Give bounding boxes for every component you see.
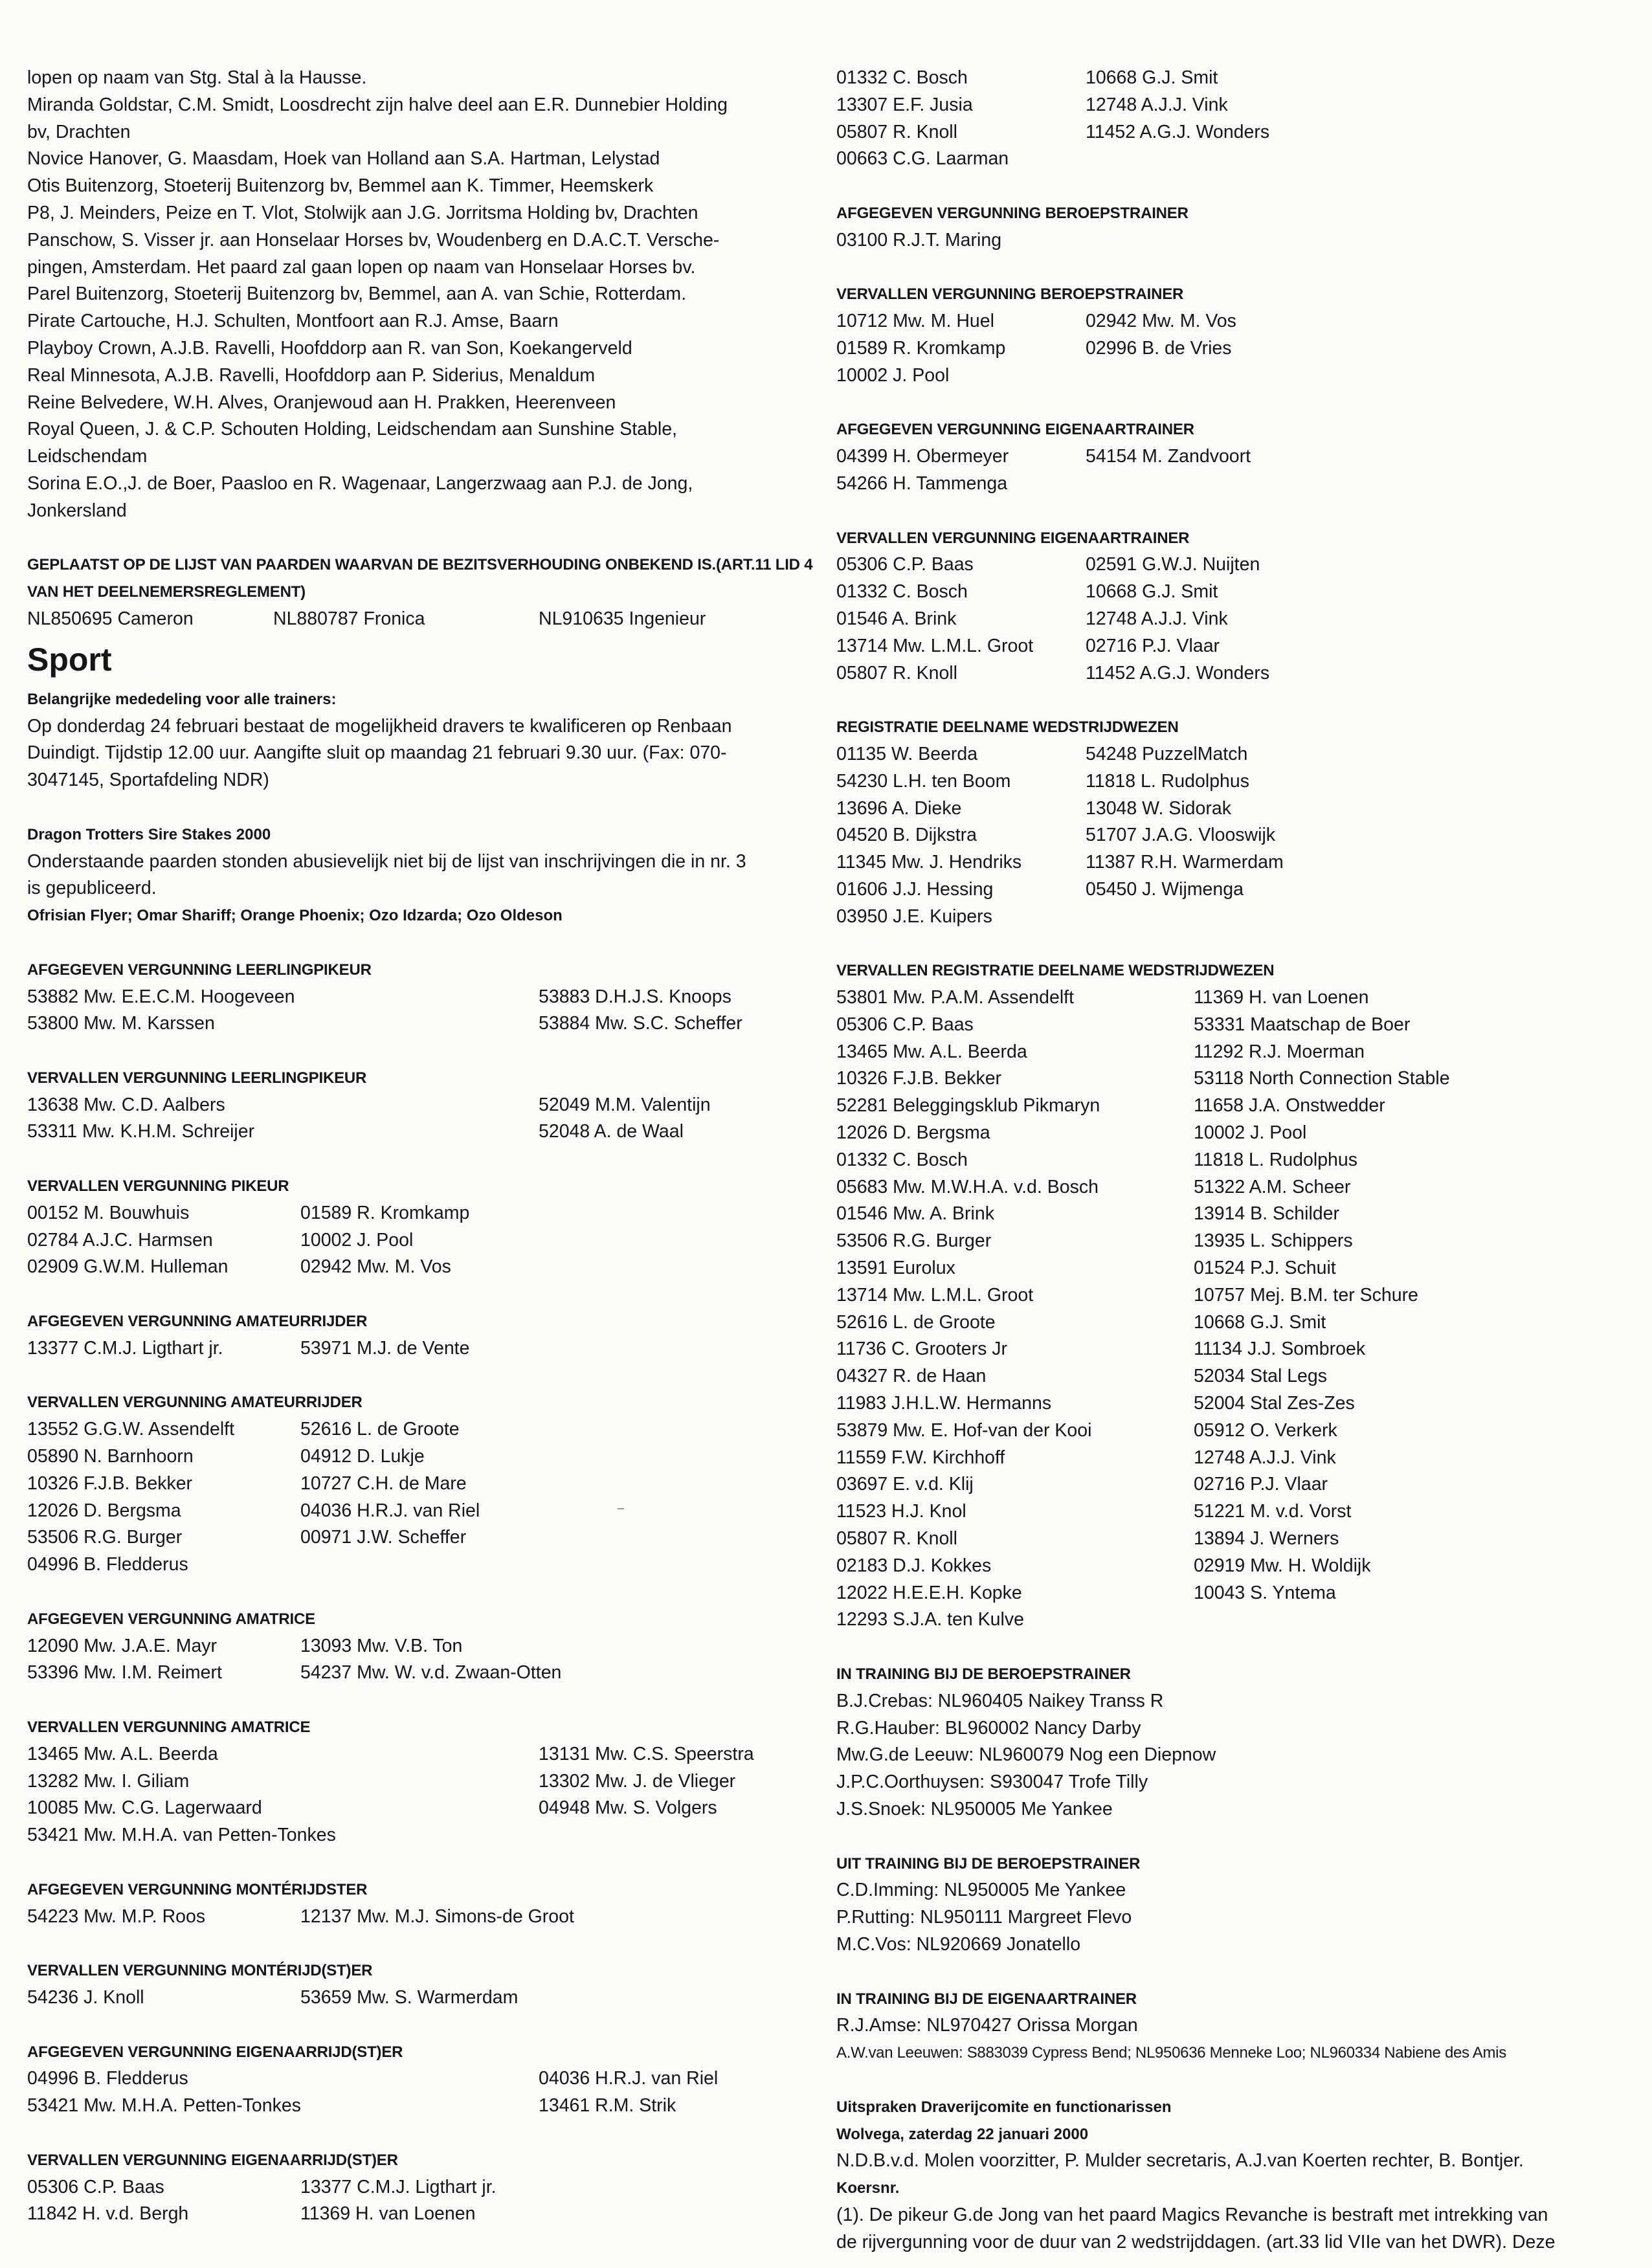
license-sections-right bbox=[836, 173, 1633, 1634]
list-item: 05306 C.P. Baas bbox=[27, 2176, 164, 2197]
spacer bbox=[27, 1849, 791, 1876]
section-heading: VERVALLEN VERGUNNING EIGENAARRIJD(ST)ER bbox=[27, 2151, 398, 2169]
list-item: 13714 Mw. L.M.L. Groot bbox=[836, 635, 1034, 656]
list-item: 53971 M.J. de Vente bbox=[300, 1337, 470, 1359]
list-item: 52616 L. de Groote bbox=[836, 1311, 996, 1333]
list-item: 10668 G.J. Smit bbox=[1086, 67, 1218, 88]
section-list bbox=[836, 227, 1633, 254]
text-line: (1). De pikeur G.de Jong van het paard Magics Revanche is bestraft met intrekking van bbox=[836, 2204, 1548, 2225]
list-item: 54223 Mw. M.P. Roos bbox=[27, 1906, 206, 1927]
list-item: 54154 M. Zandvoort bbox=[1086, 446, 1251, 467]
section-list bbox=[27, 1416, 791, 1579]
list-item: 52004 Stal Zes-Zes bbox=[1194, 1393, 1355, 1414]
section-heading: VERVALLEN VERGUNNING BEROEPSTRAINER bbox=[836, 285, 1184, 304]
uitspraken-text bbox=[836, 2148, 1633, 2175]
spacer bbox=[836, 687, 1633, 714]
list-item: 13282 Mw. I. Giliam bbox=[27, 1770, 190, 1792]
list-item: 12748 A.J.J. Vink bbox=[1086, 608, 1228, 629]
section-list bbox=[27, 1335, 791, 1362]
list-item: 13914 B. Schilder bbox=[1194, 1203, 1339, 1225]
list-item: 52048 A. de Waal bbox=[539, 1121, 684, 1142]
list-item: 01135 W. Beerda bbox=[836, 743, 978, 764]
list-item: 51322 A.M. Scheer bbox=[1194, 1176, 1351, 1197]
section-heading: AFGEGEVEN VERGUNNING LEERLINGPIKEUR bbox=[27, 961, 372, 979]
list-item bbox=[539, 1822, 791, 1849]
list-item: 04036 H.R.J. van Riel bbox=[300, 1500, 480, 1521]
list-item: 12137 Mw. M.J. Simons-de Groot bbox=[300, 1906, 574, 1927]
list-item: 13302 Mw. J. de Vlieger bbox=[539, 1770, 736, 1792]
list-item bbox=[1086, 227, 1633, 254]
list-item bbox=[1086, 362, 1633, 390]
spacer bbox=[27, 1038, 791, 1065]
list-item: 11452 A.G.J. Wonders bbox=[1086, 662, 1270, 684]
list-item bbox=[1086, 904, 1633, 931]
sire-stakes-horses: Ofrisian Flyer; Omar Shariff; Orange Phoenix; Ozo Idzarda; Ozo Oldeson bbox=[27, 907, 563, 925]
list-item: 53506 R.G. Burger bbox=[27, 1527, 183, 1548]
section-list bbox=[27, 1092, 791, 1146]
section-heading: REGISTRATIE DEELNAME WEDSTRIJDWEZEN bbox=[836, 718, 1179, 737]
list-item: 04399 H. Obermeyer bbox=[836, 446, 1009, 467]
text-line: P8, J. Meinders, Peize en T. Vlot, Stolwijk aan J.G. Jorritsma Holding bv, Drachten bbox=[27, 202, 698, 223]
list-item: 04327 R. de Haan bbox=[836, 1366, 987, 1387]
list-item: 03950 J.E. Kuipers bbox=[836, 906, 992, 927]
list-item: 11842 H. v.d. Bergh bbox=[27, 2203, 189, 2225]
list-item: 10002 J. Pool bbox=[1194, 1122, 1307, 1144]
continued-list bbox=[836, 65, 1633, 173]
in-training-eigenaar-long-line: A.W.van Leeuwen: S883039 Cypress Bend; NL950636 Menneke Loo; NL960334 Nabiene des Amis bbox=[836, 2044, 1506, 2062]
text-line: Sorina E.O.,J. de Boer, Paasloo en R. Wagenaar, Langerzwaag aan P.J. de Jong, bbox=[27, 472, 693, 494]
list-item: 53396 Mw. I.M. Reimert bbox=[27, 1662, 222, 1684]
list-item bbox=[1086, 471, 1633, 498]
list-item: 13048 W. Sidorak bbox=[1086, 797, 1231, 819]
spacer bbox=[836, 498, 1633, 525]
in-training-eigenaar-list bbox=[836, 2012, 1633, 2040]
list-item: 12026 D. Bergsma bbox=[836, 1122, 990, 1144]
section-title-sport: Sport bbox=[27, 641, 112, 678]
section-heading: AFGEGEVEN VERGUNNING AMATEURRIJDER bbox=[27, 1313, 368, 1331]
text-line: Parel Buitenzorg, Stoeterij Buitenzorg bv, Bemmel, aan A. van Schie, Rotterdam. bbox=[27, 284, 687, 305]
list-item: 02591 G.W.J. Nuijten bbox=[1086, 554, 1260, 575]
in-training-eigenaar-heading: IN TRAINING BIJ DE EIGENAARTRAINER bbox=[836, 1990, 1137, 2008]
text-line: Pirate Cartouche, H.J. Schulten, Montfoort aan R.J. Amse, Baarn bbox=[27, 311, 559, 332]
list-item: 53421 Mw. M.H.A. Petten-Tonkes bbox=[27, 2095, 301, 2117]
list-item: 00152 M. Bouwhuis bbox=[27, 1202, 190, 1223]
text-line: Playboy Crown, A.J.B. Ravelli, Hoofddorp aan R. van Son, Koekangerveld bbox=[27, 337, 632, 359]
list-item: 02942 Mw. M. Vos bbox=[1086, 311, 1236, 332]
text-line: J.P.C.Oorthuysen: S930047 Trofe Tilly bbox=[836, 1772, 1148, 1793]
sire-stakes-text bbox=[27, 849, 791, 903]
list-item: 52049 M.M. Valentijn bbox=[539, 1094, 711, 1115]
text-line: is gepubliceerd. bbox=[27, 878, 157, 899]
list-item: 10668 G.J. Smit bbox=[1194, 1311, 1326, 1333]
list-item: 04996 B. Fledderus bbox=[27, 2068, 188, 2089]
list-item: 04948 Mw. S. Volgers bbox=[539, 1797, 717, 1819]
section-list bbox=[27, 1984, 791, 2012]
list-item: 10326 F.J.B. Bekker bbox=[836, 1068, 1002, 1089]
text-line: Op donderdag 24 februari bestaat de mogelijkheid dravers te kwalificeren op Renbaan bbox=[27, 715, 732, 737]
list-item: 53311 Mw. K.H.M. Schreijer bbox=[27, 1121, 255, 1142]
list-item: 11983 J.H.L.W. Hermanns bbox=[836, 1393, 1052, 1414]
list-item: 02919 Mw. H. Woldijk bbox=[1194, 1555, 1371, 1576]
list-item: 53421 Mw. M.H.A. van Petten-Tonkes bbox=[27, 1825, 336, 1846]
text-line: de rijvergunning voor de duur van 2 wedstrijddagen. (art.33 lid VIIe van het DWR). Deze bbox=[836, 2231, 1556, 2252]
list-item: 53882 Mw. E.E.C.M. Hoogeveen bbox=[27, 986, 295, 1007]
text-line: P.Rutting: NL950111 Margreet Flevo bbox=[836, 1907, 1132, 1928]
sire-stakes-heading: Dragon Trotters Sire Stakes 2000 bbox=[27, 825, 271, 843]
section-list bbox=[27, 1633, 791, 1687]
text-line: Jonkersland bbox=[27, 500, 127, 521]
list-item: 13465 Mw. A.L. Beerda bbox=[836, 1041, 1027, 1062]
section-heading: VERVALLEN VERGUNNING LEERLINGPIKEUR bbox=[27, 1069, 367, 1087]
section-list bbox=[27, 1904, 791, 1931]
spacer bbox=[27, 929, 791, 957]
spacer bbox=[27, 1362, 791, 1390]
list-item: 13377 C.M.J. Ligthart jr. bbox=[27, 1337, 223, 1359]
text-line: pingen, Amsterdam. Het paard zal gaan lopen op naam van Honselaar Horses bv. bbox=[27, 256, 696, 278]
text-line: C.D.Imming: NL950005 Me Yankee bbox=[836, 1880, 1126, 1901]
section-heading: AFGEGEVEN VERGUNNING BEROEPSTRAINER bbox=[836, 204, 1189, 222]
uitspraken-heading: Uitspraken Draverijcomite en functionarissen bbox=[836, 2098, 1172, 2116]
uitspraken-ruling bbox=[836, 2202, 1633, 2256]
list-item: 02996 B. de Vries bbox=[1086, 337, 1232, 359]
list-item: 13935 L. Schippers bbox=[1194, 1230, 1353, 1252]
list-item: NL850695 Cameron bbox=[27, 608, 194, 629]
list-item: 13638 Mw. C.D. Aalbers bbox=[27, 1094, 225, 1115]
text-line: Onderstaande paarden stonden abusievelijk niet bij de lijst van inschrijvingen die in nr. 3 bbox=[27, 850, 746, 872]
spacer bbox=[836, 254, 1633, 282]
text-line: M.C.Vos: NL920669 Jonatello bbox=[836, 1933, 1081, 1955]
list-item: 52616 L. de Groote bbox=[300, 1419, 460, 1440]
section-heading: VERVALLEN VERGUNNING AMATRICE bbox=[27, 1718, 311, 1737]
text-line: Mw.G.de Leeuw: NL960079 Nog een Diepnow bbox=[836, 1744, 1216, 1766]
list-item: 11818 L. Rudolphus bbox=[1086, 770, 1250, 792]
list-item: 13131 Mw. C.S. Speerstra bbox=[539, 1743, 754, 1764]
text-line: Panschow, S. Visser jr. aan Honselaar Horses bv, Woudenberg en D.A.C.T. Versche- bbox=[27, 229, 720, 250]
spacer bbox=[836, 931, 1633, 958]
section-list bbox=[836, 984, 1633, 1634]
text-line: Miranda Goldstar, C.M. Smidt, Loosdrecht zijn halve deel aan E.R. Dunnebier Holding bbox=[27, 94, 728, 115]
text-line: Otis Buitenzorg, Stoeterij Buitenzorg bv, Bemmel aan K. Timmer, Heemskerk bbox=[27, 175, 654, 197]
notice-text bbox=[27, 713, 791, 794]
section-list bbox=[836, 551, 1633, 687]
koersnr-label: Koersnr. bbox=[836, 2179, 900, 2197]
list-item: 01589 R. Kromkamp bbox=[300, 1202, 470, 1223]
text-line: B.J.Crebas: NL960405 Naikey Transs R bbox=[836, 1690, 1164, 1711]
uit-training-beroeps-heading: UIT TRAINING BIJ DE BEROEPSTRAINER bbox=[836, 1854, 1141, 1873]
list-item: 10757 Mej. B.M. ter Schure bbox=[1194, 1284, 1418, 1306]
section-heading: AFGEGEVEN VERGUNNING EIGENAARTRAINER bbox=[836, 421, 1194, 439]
in-training-beroeps-list bbox=[836, 1688, 1633, 1823]
section-heading: VERVALLEN VERGUNNING AMATEURRIJDER bbox=[27, 1394, 363, 1412]
list-item: 11134 J.J. Sombroek bbox=[1194, 1339, 1366, 1360]
list-item: 03100 R.J.T. Maring bbox=[836, 229, 1002, 250]
list-item: 01332 C. Bosch bbox=[836, 67, 968, 88]
text-line: Leidschendam bbox=[27, 446, 148, 467]
list-item: 05890 N. Barnhoorn bbox=[27, 1446, 194, 1467]
text-line: J.S.Snoek: NL950005 Me Yankee bbox=[836, 1799, 1113, 1819]
text-line: R.G.Hauber: BL960002 Nancy Darby bbox=[836, 1717, 1141, 1739]
text-line: N.D.B.v.d. Molen voorzitter, P. Mulder secretaris, A.J.van Koerten rechter, B. Bontjer. bbox=[836, 2150, 1524, 2172]
list-item: 05306 C.P. Baas bbox=[836, 1014, 974, 1035]
list-item: 11345 Mw. J. Hendriks bbox=[836, 852, 1022, 873]
list-item: 13307 E.F. Jusia bbox=[836, 94, 973, 115]
list-item: 12022 H.E.E.H. Kopke bbox=[836, 1582, 1022, 1603]
spacer bbox=[27, 1146, 791, 1173]
list-item bbox=[300, 1551, 791, 1579]
text-line: Real Minnesota, A.J.B. Ravelli, Hoofddorp aan P. Siderius, Menaldum bbox=[27, 364, 596, 386]
section-heading: VERVALLEN VERGUNNING PIKEUR bbox=[27, 1177, 289, 1195]
list-item: 10712 Mw. M. Huel bbox=[836, 311, 994, 332]
section-heading: VERVALLEN VERGUNNING MONTÉRIJD(ST)ER bbox=[27, 1962, 373, 1980]
list-item: 10668 G.J. Smit bbox=[1086, 581, 1218, 603]
spacer bbox=[27, 1281, 791, 1308]
list-item: 52281 Beleggingsklub Pikmaryn bbox=[836, 1095, 1100, 1117]
list-item: 53118 North Connection Stable bbox=[1194, 1068, 1450, 1089]
list-item: 11387 R.H. Warmerdam bbox=[1086, 852, 1284, 873]
text-line: Royal Queen, J. & C.P. Schouten Holding, Leidschendam aan Sunshine Stable, bbox=[27, 419, 677, 440]
list-item: 12293 S.J.A. ten Kulve bbox=[836, 1609, 1024, 1630]
text-line: Novice Hanover, G. Maasdam, Hoek van Holland aan S.A. Hartman, Lelystad bbox=[27, 148, 660, 170]
list-item: 12748 A.J.J. Vink bbox=[1086, 94, 1228, 115]
list-item: 01606 J.J. Hessing bbox=[836, 878, 994, 900]
list-item: 01524 P.J. Schuit bbox=[1194, 1258, 1336, 1279]
list-item: 53884 Mw. S.C. Scheffer bbox=[539, 1013, 742, 1034]
list-item: 10002 J. Pool bbox=[836, 364, 950, 386]
spacer bbox=[27, 2120, 791, 2147]
list-item: 13894 J. Werners bbox=[1194, 1528, 1339, 1550]
list-item: 05912 O. Verkerk bbox=[1194, 1419, 1337, 1441]
list-item: 10002 J. Pool bbox=[300, 1229, 414, 1251]
list-item: 53506 R.G. Burger bbox=[836, 1230, 992, 1252]
list-item: 13696 A. Dieke bbox=[836, 797, 962, 819]
section-list bbox=[27, 1200, 791, 1281]
list-item: 54266 H. Tammenga bbox=[836, 472, 1008, 494]
uitspraken-subheading: Wolvega, zaterdag 22 januari 2000 bbox=[836, 2125, 1089, 2143]
list-item: 52034 Stal Legs bbox=[1194, 1366, 1327, 1387]
section-list bbox=[836, 308, 1633, 389]
list-item: 51221 M. v.d. Vorst bbox=[1194, 1501, 1352, 1522]
list-item: 11292 R.J. Moerman bbox=[1194, 1041, 1365, 1062]
list-item: 01546 Mw. A. Brink bbox=[836, 1203, 994, 1225]
section-list bbox=[27, 2065, 791, 2120]
text-line: Reine Belvedere, W.H. Alves, Oranjewoud aan H. Prakken, Heerenveen bbox=[27, 392, 616, 413]
list-item: 13714 Mw. L.M.L. Groot bbox=[836, 1284, 1034, 1306]
list-item: 04036 H.R.J. van Riel bbox=[539, 2068, 719, 2089]
list-item: NL910635 Ingenieur bbox=[539, 608, 706, 629]
list-item: 05807 R. Knoll bbox=[836, 1528, 957, 1550]
list-item: 11369 H. van Loenen bbox=[300, 2203, 476, 2225]
list-item: 51707 J.A.G. Vlooswijk bbox=[1086, 825, 1276, 846]
spacer bbox=[836, 173, 1633, 200]
in-training-beroeps-heading: IN TRAINING BIJ DE BEROEPSTRAINER bbox=[836, 1665, 1131, 1684]
list-item: 53331 Maatschap de Boer bbox=[1194, 1014, 1411, 1035]
list-item: 00663 C.G. Laarman bbox=[836, 148, 1009, 170]
list-item: 04520 B. Dijkstra bbox=[836, 825, 977, 846]
text-line: 3047145, Sportafdeling NDR) bbox=[27, 770, 269, 791]
left-column bbox=[27, 65, 813, 2228]
list-item: 05450 J. Wijmenga bbox=[1086, 878, 1244, 900]
list-item: 11452 A.G.J. Wonders bbox=[1086, 121, 1270, 142]
right-column bbox=[836, 65, 1633, 2256]
section-heading: VERVALLEN VERGUNNING EIGENAARTRAINER bbox=[836, 529, 1190, 547]
unknown-ownership-list bbox=[27, 606, 791, 633]
license-sections-left bbox=[27, 929, 791, 2228]
section-list bbox=[836, 443, 1633, 498]
list-item: 53659 Mw. S. Warmerdam bbox=[300, 1986, 519, 2008]
list-item: 53801 Mw. P.A.M. Assendelft bbox=[836, 987, 1075, 1008]
list-item: 13552 G.G.W. Assendelft bbox=[27, 1419, 235, 1440]
list-item: 02942 Mw. M. Vos bbox=[300, 1256, 451, 1278]
list-item bbox=[1086, 146, 1633, 173]
section-heading: AFGEGEVEN VERGUNNING AMATRICE bbox=[27, 1610, 315, 1628]
list-item: 01332 C. Bosch bbox=[836, 581, 968, 603]
list-item: 00971 J.W. Scheffer bbox=[300, 1527, 467, 1548]
list-item: 54248 PuzzelMatch bbox=[1086, 743, 1248, 764]
list-item: 01546 A. Brink bbox=[836, 608, 957, 629]
list-item: 05807 R. Knoll bbox=[836, 662, 957, 684]
spacer bbox=[836, 390, 1633, 417]
section-heading: VERVALLEN REGISTRATIE DEELNAME WEDSTRIJDWEZEN bbox=[836, 962, 1275, 980]
list-item: 13461 R.M. Strik bbox=[539, 2095, 676, 2117]
list-item: 11736 C. Grooters Jr bbox=[836, 1339, 1008, 1360]
list-item: 04912 D. Lukje bbox=[300, 1446, 425, 1467]
list-item: 13093 Mw. V.B. Ton bbox=[300, 1635, 463, 1656]
spacer bbox=[27, 2012, 791, 2039]
unknown-ownership-heading bbox=[27, 551, 813, 606]
list-item: 02909 G.W.M. Hulleman bbox=[27, 1256, 229, 1278]
spacer bbox=[27, 1579, 791, 1606]
section-list bbox=[27, 1741, 791, 1849]
list-item: 11523 H.J. Knol bbox=[836, 1501, 966, 1522]
list-item: 12026 D. Bergsma bbox=[27, 1500, 181, 1521]
list-item: 10085 Mw. C.G. Lagerwaard bbox=[27, 1797, 262, 1819]
section-heading: AFGEGEVEN VERGUNNING MONTÉRIJDSTER bbox=[27, 1880, 368, 1898]
list-item: 12748 A.J.J. Vink bbox=[1194, 1447, 1336, 1468]
section-list bbox=[27, 984, 791, 1038]
list-item: 10326 F.J.B. Bekker bbox=[27, 1473, 193, 1494]
list-item: 13465 Mw. A.L. Beerda bbox=[27, 1743, 218, 1764]
list-item: NL880787 Fronica bbox=[273, 608, 425, 629]
list-item: 05306 C.P. Baas bbox=[836, 554, 974, 575]
list-item: 11369 H. van Loenen bbox=[1194, 987, 1369, 1008]
list-item: 10727 C.H. de Mare bbox=[300, 1473, 467, 1494]
uit-training-beroeps-list bbox=[836, 1877, 1633, 1958]
text-line: GEPLAATST OP DE LIJST VAN PAARDEN WAARVAN DE BEZITSVERHOUDING ONBEKEND IS.(ART.11 LID 4 bbox=[27, 556, 813, 574]
text-line: lopen op naam van Stg. Stal à la Hausse. bbox=[27, 67, 367, 88]
list-item: 03697 E. v.d. Klij bbox=[836, 1474, 974, 1495]
list-item: 04996 B. Fledderus bbox=[27, 1554, 188, 1575]
list-item: 05683 Mw. M.W.H.A. v.d. Bosch bbox=[836, 1176, 1099, 1197]
text-line: bv, Drachten bbox=[27, 121, 131, 142]
text-line: R.J.Amse: NL970427 Orissa Morgan bbox=[836, 2015, 1138, 2036]
spacer bbox=[27, 1930, 791, 1957]
list-item: 10043 S. Yntema bbox=[1194, 1582, 1336, 1603]
list-item: 11559 F.W. Kirchhoff bbox=[836, 1447, 1005, 1468]
section-list bbox=[836, 741, 1633, 931]
section-heading: AFGEGEVEN VERGUNNING EIGENAARRIJD(ST)ER bbox=[27, 2043, 403, 2061]
stray-mark bbox=[618, 1508, 624, 1509]
spacer bbox=[27, 1687, 791, 1714]
notice-heading: Belangrijke mededeling voor alle trainers: bbox=[27, 690, 337, 708]
list-item: 54237 Mw. W. v.d. Zwaan-Otten bbox=[300, 1662, 562, 1684]
list-item: 02716 P.J. Vlaar bbox=[1086, 635, 1220, 656]
list-item: 53800 Mw. M. Karssen bbox=[27, 1013, 215, 1034]
list-item: 12090 Mw. J.A.E. Mayr bbox=[27, 1635, 218, 1656]
list-item: 01589 R. Kromkamp bbox=[836, 337, 1006, 359]
list-item: 13591 Eurolux bbox=[836, 1258, 955, 1279]
list-item: 53883 D.H.J.S. Knoops bbox=[539, 986, 731, 1007]
list-item: 01332 C. Bosch bbox=[836, 1149, 968, 1170]
list-item: 11658 J.A. Onstwedder bbox=[1194, 1095, 1385, 1117]
list-item: 13377 C.M.J. Ligthart jr. bbox=[300, 2176, 497, 2197]
text-line: Duindigt. Tijdstip 12.00 uur. Aangifte sluit op maandag 21 februari 9.30 uur. (Fax: 070- bbox=[27, 742, 727, 764]
list-item: 05807 R. Knoll bbox=[836, 121, 957, 142]
list-item: 53879 Mw. E. Hof-van der Kooi bbox=[836, 1419, 1092, 1441]
list-item: 54236 J. Knoll bbox=[27, 1986, 144, 2008]
section-list bbox=[27, 2174, 791, 2229]
list-item: 02784 A.J.C. Harmsen bbox=[27, 1229, 213, 1251]
text-line: VAN HET DEELNEMERSREGLEMENT) bbox=[27, 583, 306, 601]
ownership-transfers bbox=[27, 65, 791, 525]
list-item: 02183 D.J. Kokkes bbox=[836, 1555, 992, 1576]
list-item: 02716 P.J. Vlaar bbox=[1194, 1474, 1328, 1495]
list-item: 54230 L.H. ten Boom bbox=[836, 770, 1011, 792]
list-item: 11818 L. Rudolphus bbox=[1194, 1149, 1358, 1170]
list-item bbox=[1194, 1606, 1633, 1634]
